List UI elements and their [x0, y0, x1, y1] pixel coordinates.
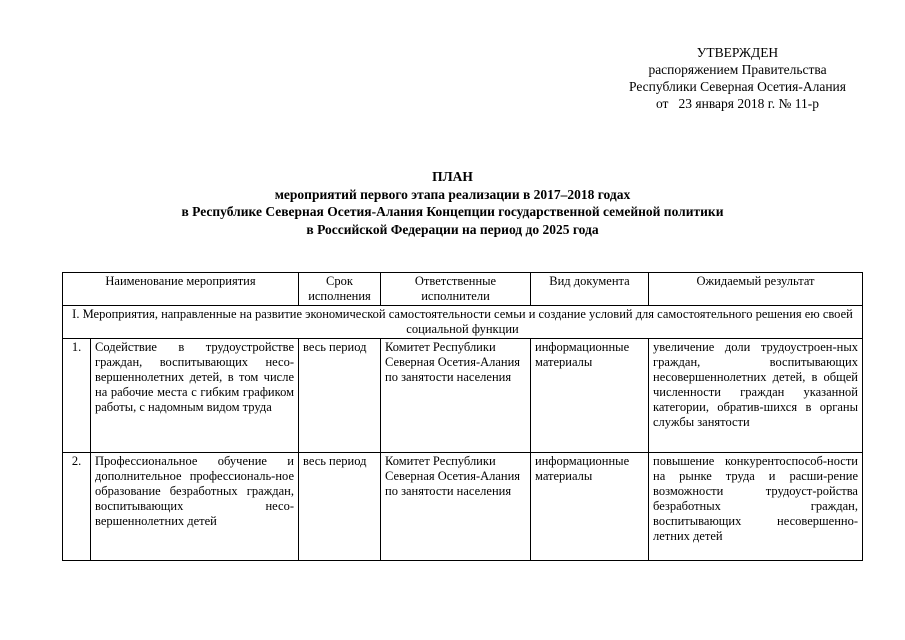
row-executors: Комитет Республики Северная Осетия-Алания по занятости населения — [381, 339, 531, 453]
table-row — [63, 453, 863, 561]
approval-stamp — [600, 44, 875, 112]
column-header-name: Наименование мероприятия — [63, 273, 299, 306]
approved-line-2: Республики Северная Осетия-Алания — [629, 79, 846, 94]
row-name: Содействие в трудоустройстве граждан, воспитывающих несо-вершеннолетних детей, в том числе на рабочие места с гибким графиком работы, с надомным видом труда — [91, 339, 299, 453]
row-number: 1. — [63, 339, 91, 453]
title-line-3: в Республике Северная Осетия-Алания Концепции государственной семейной политики — [181, 204, 724, 219]
row-number: 2. — [63, 453, 91, 561]
row-term: весь период — [299, 453, 381, 561]
row-doc: информационные материалы — [531, 339, 649, 453]
section-row — [63, 306, 863, 339]
title-line-1: ПЛАН — [432, 169, 473, 184]
row-name: Профессиональное обучение и дополнительное профессиональ-ное образование безработных граждан, воспитывающих несо-вершеннолетних детей — [91, 453, 299, 561]
row-executors: Комитет Республики Северная Осетия-Алания по занятости населения — [381, 453, 531, 561]
approved-label: УТВЕРЖДЕН — [696, 45, 779, 60]
approved-line-1: распоряжением Правительства — [648, 62, 827, 77]
row-term: весь период — [299, 339, 381, 453]
table-header-row — [63, 273, 863, 306]
section-title: I. Мероприятия, направленные на развитие экономической самостоятельности семьи и создание условий для самостоятельного решения ею своей социальной функции — [63, 306, 863, 339]
row-result: увеличение доли трудоустроен-ных граждан, воспитывающих несовершеннолетних детей, в общей численности граждан указанной категории, обратив-шихся в органы службы занятости — [649, 339, 863, 453]
plan-table — [62, 272, 863, 561]
table-row — [63, 339, 863, 453]
document-title — [0, 168, 905, 238]
column-header-doc: Вид документа — [531, 273, 649, 306]
title-line-2: мероприятий первого этапа реализации в 2017–2018 годах — [274, 186, 631, 202]
column-header-term: Срок исполнения — [299, 273, 381, 306]
row-result: повышение конкурентоспособ-ности на рынке труда и расши-рение возможности трудоуст-ройства безработных граждан, воспитывающих несовершенно-летних детей — [649, 453, 863, 561]
column-header-result: Ожидаемый результат — [649, 273, 863, 306]
approved-line-3: от 23 января 2018 г. № 11-р — [655, 96, 820, 111]
row-doc: информационные материалы — [531, 453, 649, 561]
column-header-executors: Ответственные исполнители — [381, 273, 531, 306]
title-line-4: в Российской Федерации на период до 2025 года — [306, 221, 599, 237]
